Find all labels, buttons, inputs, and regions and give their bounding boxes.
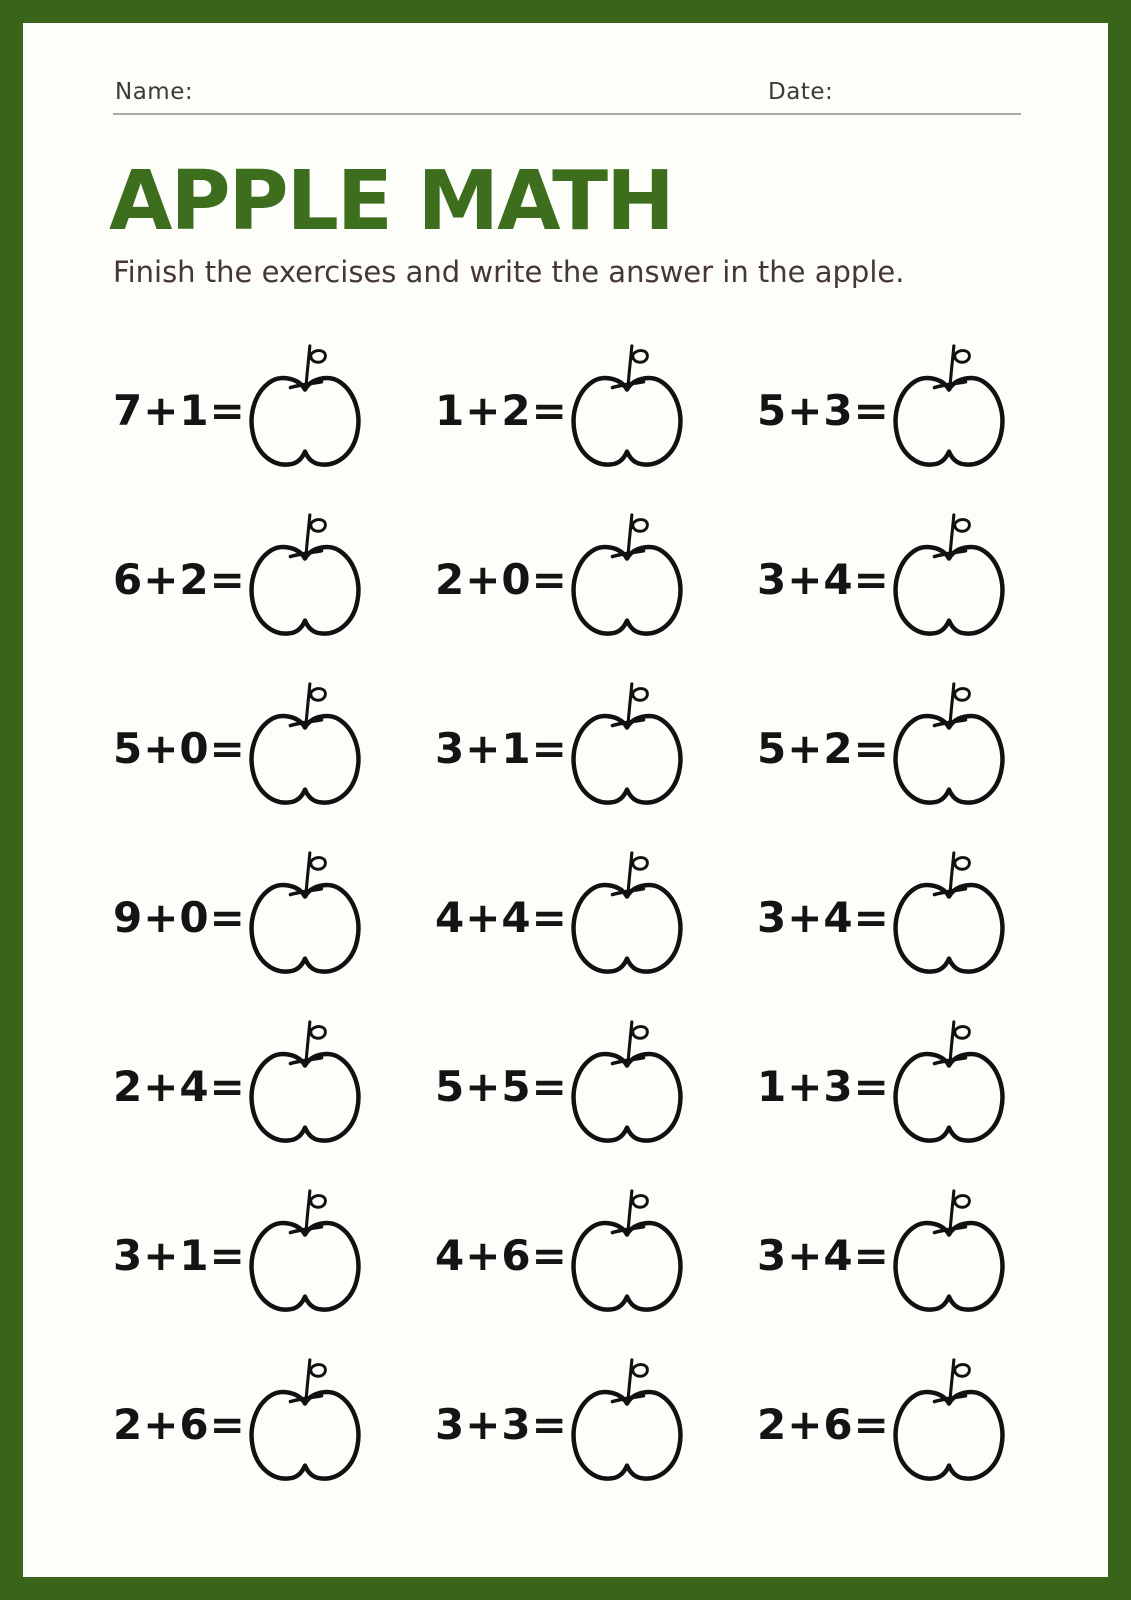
- name-field-label: Name:: [115, 79, 194, 105]
- problems-grid: [113, 321, 1083, 1504]
- problem-text: 2+4=: [113, 1062, 246, 1111]
- answer-apple-icon[interactable]: [567, 680, 687, 808]
- problem-text: 5+0=: [113, 724, 246, 773]
- answer-apple-icon[interactable]: [567, 849, 687, 977]
- answer-apple-icon[interactable]: [245, 511, 365, 639]
- problem-text: 5+3=: [757, 386, 890, 435]
- problem-text: 2+0=: [435, 555, 568, 604]
- problem-cell: [757, 1166, 1079, 1335]
- answer-apple-icon[interactable]: [567, 1356, 687, 1484]
- problem-cell: [113, 1166, 435, 1335]
- answer-apple-icon[interactable]: [889, 511, 1009, 639]
- problem-text: 3+1=: [113, 1231, 246, 1280]
- answer-apple-icon[interactable]: [245, 680, 365, 808]
- problem-cell: [113, 828, 435, 997]
- problem-cell: [113, 659, 435, 828]
- page-subtitle: Finish the exercises and write the answer in the apple.: [113, 255, 905, 289]
- problem-cell: [113, 321, 435, 490]
- problem-cell: [757, 321, 1079, 490]
- problem-text: 6+2=: [113, 555, 246, 604]
- answer-apple-icon[interactable]: [245, 1018, 365, 1146]
- problem-cell: [435, 828, 757, 997]
- answer-apple-icon[interactable]: [567, 511, 687, 639]
- problem-cell: [113, 997, 435, 1166]
- page-title: APPLE MATH: [109, 154, 673, 249]
- problem-cell: [757, 1335, 1079, 1504]
- problem-text: 1+3=: [757, 1062, 890, 1111]
- problem-cell: [757, 828, 1079, 997]
- answer-apple-icon[interactable]: [245, 342, 365, 470]
- problem-cell: [435, 321, 757, 490]
- answer-apple-icon[interactable]: [889, 849, 1009, 977]
- answer-apple-icon[interactable]: [567, 342, 687, 470]
- answer-apple-icon[interactable]: [245, 849, 365, 977]
- problem-text: 3+4=: [757, 893, 890, 942]
- answer-apple-icon[interactable]: [889, 342, 1009, 470]
- problem-text: 5+5=: [435, 1062, 568, 1111]
- problem-cell: [757, 659, 1079, 828]
- answer-apple-icon[interactable]: [567, 1018, 687, 1146]
- problem-cell: [757, 997, 1079, 1166]
- problem-text: 3+4=: [757, 555, 890, 604]
- problem-cell: [435, 1166, 757, 1335]
- problem-cell: [113, 1335, 435, 1504]
- problem-text: 7+1=: [113, 386, 246, 435]
- answer-apple-icon[interactable]: [889, 1187, 1009, 1315]
- answer-apple-icon[interactable]: [245, 1187, 365, 1315]
- problem-cell: [435, 490, 757, 659]
- problem-text: 2+6=: [113, 1400, 246, 1449]
- problem-text: 9+0=: [113, 893, 246, 942]
- problem-text: 3+3=: [435, 1400, 568, 1449]
- problem-cell: [757, 490, 1079, 659]
- answer-apple-icon[interactable]: [889, 1018, 1009, 1146]
- problem-text: 2+6=: [757, 1400, 890, 1449]
- problem-cell: [113, 490, 435, 659]
- problem-cell: [435, 659, 757, 828]
- problem-text: 4+4=: [435, 893, 568, 942]
- problem-text: 3+4=: [757, 1231, 890, 1280]
- answer-apple-icon[interactable]: [889, 1356, 1009, 1484]
- problem-text: 1+2=: [435, 386, 568, 435]
- problem-text: 5+2=: [757, 724, 890, 773]
- problem-cell: [435, 1335, 757, 1504]
- answer-apple-icon[interactable]: [245, 1356, 365, 1484]
- answer-apple-icon[interactable]: [567, 1187, 687, 1315]
- date-field-label: Date:: [768, 79, 834, 105]
- name-date-line[interactable]: [113, 73, 1021, 115]
- problem-text: 4+6=: [435, 1231, 568, 1280]
- problem-cell: [435, 997, 757, 1166]
- problem-text: 3+1=: [435, 724, 568, 773]
- answer-apple-icon[interactable]: [889, 680, 1009, 808]
